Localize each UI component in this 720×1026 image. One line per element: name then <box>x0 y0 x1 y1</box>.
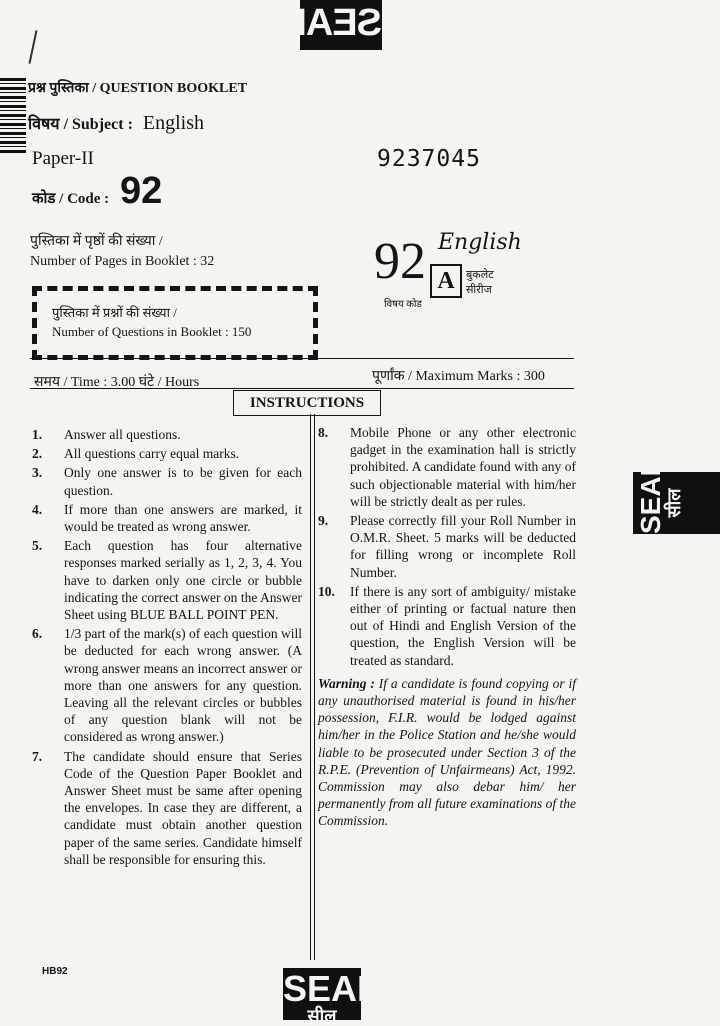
instruction-text: Each question has four alternative responses marked serially as 1, 2, 3, 4. You have to darken only one circle or bubble indicating the correct answer on the Answer Sheet using BLUE BALL POINT PEN. <box>64 538 302 623</box>
instructions-title: INSTRUCTIONS <box>233 390 381 416</box>
instructions-right-column <box>318 424 576 830</box>
instruction-item <box>318 512 576 581</box>
subject-line <box>28 112 204 135</box>
instruction-item <box>32 748 302 868</box>
instruction-item <box>32 445 302 462</box>
instruction-text: Answer all questions. <box>64 427 181 442</box>
instruction-item <box>32 426 302 443</box>
paper-label: Paper-II <box>32 148 94 169</box>
booklet-label: प्रश्न पुस्तिका / QUESTION BOOKLET <box>28 81 248 96</box>
instruction-item <box>32 625 302 745</box>
instruction-item <box>32 501 302 535</box>
instruction-text: If there is any sort of ambiguity/ mistake either of printing or factual nature then out of Hindi and English Version of the question, the English Version will be treated as standard. <box>350 583 576 668</box>
questions-label-hindi: पुस्तिका में प्रश्नों की संख्या / <box>52 305 177 320</box>
instruction-number: 3. <box>32 465 43 481</box>
instruction-number: 2. <box>32 446 43 462</box>
instruction-number: 10. <box>318 583 335 599</box>
seal-side-text: SEAL <box>635 459 666 534</box>
booklet-series-caption: बुकलेट सीरीज <box>466 269 494 296</box>
instruction-text: The candidate should ensure that Series Code of the Question Paper Booklet and Answer Sheet must be same after opening the envelopes. In case they are different, a candidate must obtain another question paper of the same series. Candidate himself shall be responsible for ensuring this. <box>64 748 302 867</box>
instruction-item <box>318 424 576 510</box>
time-label: समय / Time : 3.00 घंटे / Hours <box>34 375 200 390</box>
instruction-text: Only one answer is to be given for each question. <box>64 465 302 498</box>
subject-handwritten: English <box>438 230 522 255</box>
warning-label: Warning : <box>318 675 375 691</box>
pen-mark <box>28 30 37 64</box>
instruction-item <box>32 464 302 498</box>
seal-bottom-text: SEAL <box>283 968 380 1009</box>
instruction-number: 6. <box>32 626 43 642</box>
instruction-number: 9. <box>318 513 329 529</box>
subject-label: विषय / Subject : <box>28 116 133 133</box>
instruction-number: 1. <box>32 427 43 442</box>
seal-stamp-top: SEAL <box>300 0 382 50</box>
column-divider-2 <box>314 414 315 960</box>
barcode <box>0 78 26 154</box>
instruction-number: 5. <box>32 538 43 554</box>
instruction-number: 4. <box>32 501 43 517</box>
pages-label-hindi: पुस्तिका में पृष्ठों की संख्या / <box>30 234 163 249</box>
seal-stamp-bottom <box>283 968 380 1026</box>
divider-top <box>30 358 574 359</box>
instruction-text: 1/3 part of the mark(s) of each question will be deducted for each wrong answer. (A wrong answer means an incorrect answer or more than one answers for any question. Leaving all the relevant circles or bubbles of any question blank will not be considered as wrong answer.) <box>64 626 302 745</box>
pages-info <box>30 232 214 272</box>
instruction-text: If more than one answers are marked, it would be treated as wrong answer. <box>64 501 302 535</box>
booklet-number: 9237045 <box>377 146 481 172</box>
pages-label: Number of Pages in Booklet : 32 <box>30 254 215 269</box>
instruction-text: Mobile Phone or any other electronic gadget in the examination hall is strictly prohibited. A candidate found with any of such objectionable material with him/her will be strictly dealt as per rules. <box>350 425 576 509</box>
code-label: कोड / Code : <box>32 191 110 207</box>
column-divider <box>310 414 311 960</box>
instruction-text: All questions carry equal marks. <box>64 446 240 462</box>
warning-block <box>318 675 576 830</box>
warning-text: If a candidate is found copying or if any unauthorised material is found in his/her possession, F.I.R. would be lodged against him/her in the Police Station and he/she would liable to be prosecuted under Section 3 of the R.P.E. (Prevention of Unfairmeans) Act, 1992. Commission may also debar him/ her permanently from all future examinations of the Commission. <box>318 675 576 829</box>
max-marks-label: पूर्णांक / Maximum Marks : 300 <box>372 369 545 384</box>
subject-value: English <box>142 112 205 134</box>
instruction-number: 8. <box>318 425 329 440</box>
seal-stamp-side <box>633 459 720 534</box>
series-letter-box: A <box>430 264 462 298</box>
instruction-text: Please correctly fill your Roll Number in O.M.R. Sheet. 5 marks will be deducted for filling wrong or incomplete Roll Number. <box>350 513 576 580</box>
code-value: 92 <box>120 170 163 212</box>
seal-bottom-hindi: सील <box>307 1006 337 1026</box>
instruction-item <box>32 537 302 623</box>
questions-label: Number of Questions in Booklet : 150 <box>52 324 252 339</box>
instruction-number: 7. <box>32 748 43 764</box>
seal-side-hindi: सील <box>664 488 684 518</box>
questions-info <box>52 303 251 341</box>
subject-code-big: 92 <box>374 233 426 290</box>
subject-code-caption: विषय कोड <box>384 299 422 310</box>
instructions-left-column <box>32 426 302 870</box>
footer-code: HB92 <box>42 966 68 977</box>
instruction-item <box>318 583 576 669</box>
